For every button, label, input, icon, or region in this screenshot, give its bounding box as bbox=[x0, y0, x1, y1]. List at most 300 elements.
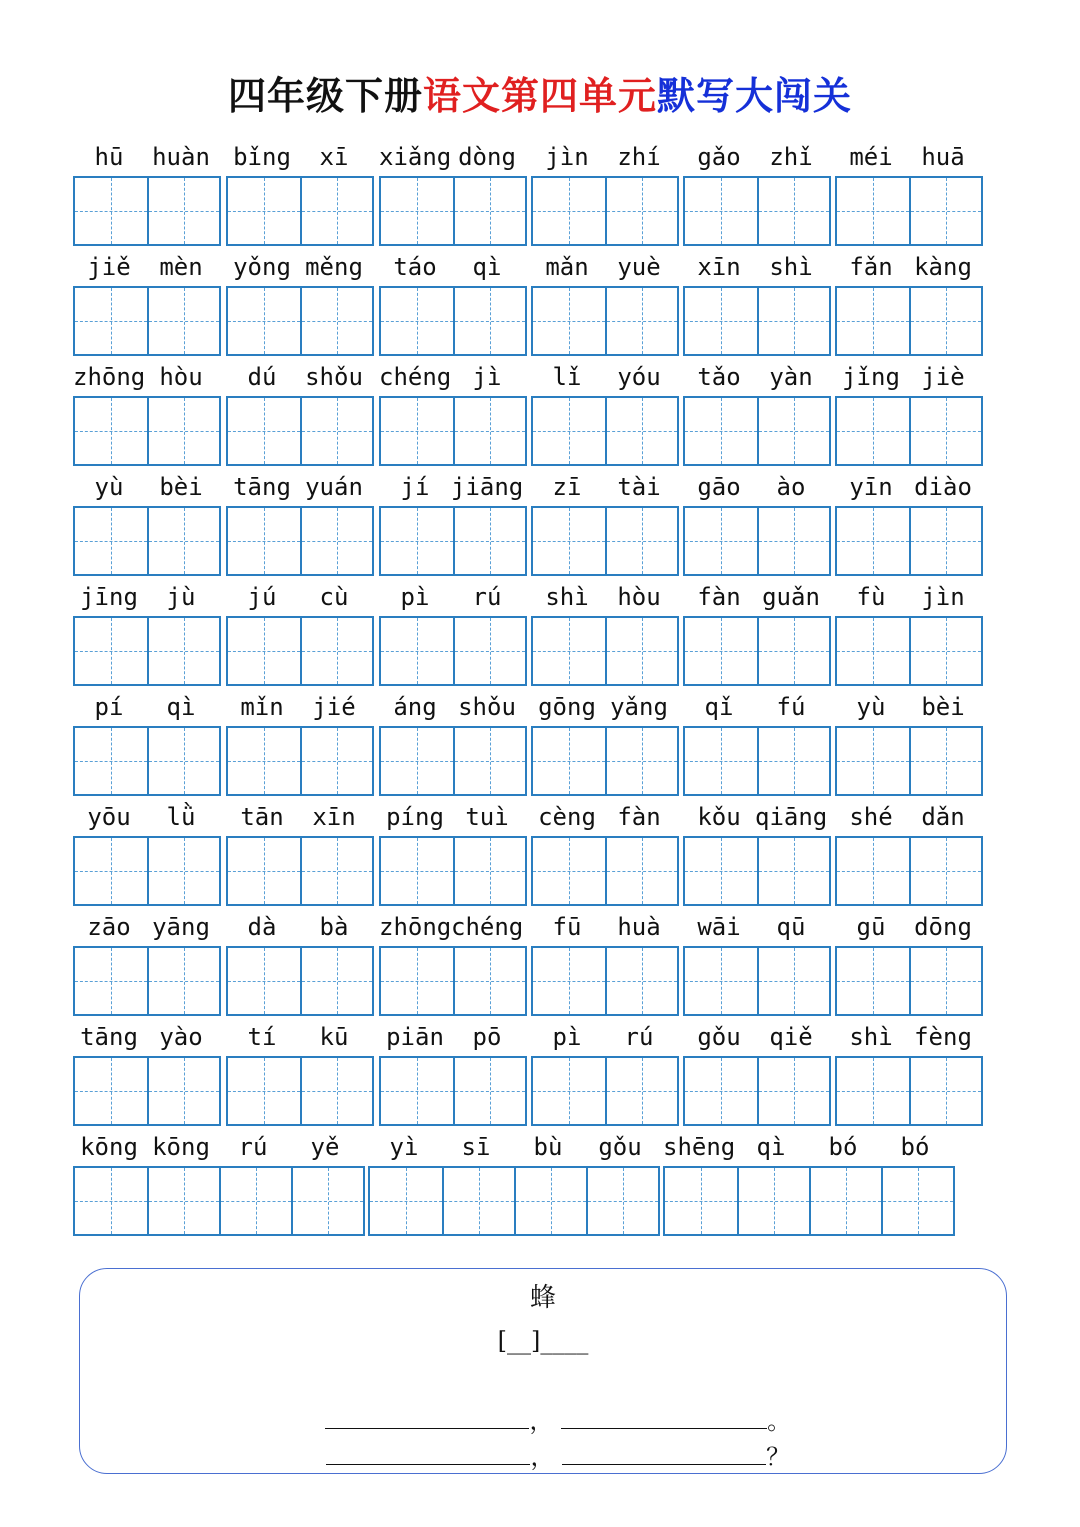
pinyin-label: tāng bbox=[233, 473, 291, 501]
writing-cell[interactable] bbox=[228, 948, 300, 1014]
writing-cell[interactable] bbox=[909, 728, 981, 794]
writing-grid bbox=[73, 1056, 221, 1126]
pinyin-label: mèn bbox=[159, 253, 203, 281]
pinyin-label: jí bbox=[400, 473, 430, 501]
pinyin-label: píng bbox=[386, 803, 444, 831]
pinyin-label: rú bbox=[472, 583, 502, 611]
writing-cell[interactable] bbox=[533, 398, 605, 464]
pinyin-label: tāng bbox=[80, 1023, 138, 1051]
pinyin-label: qì bbox=[166, 693, 196, 721]
writing-grid bbox=[226, 396, 374, 466]
pinyin-label: lǐ bbox=[552, 363, 582, 391]
pinyin-label: gǒu bbox=[697, 1023, 741, 1051]
writing-cell[interactable] bbox=[533, 948, 605, 1014]
writing-grid bbox=[379, 836, 527, 906]
pinyin-label: hòu bbox=[617, 583, 661, 611]
writing-cell[interactable] bbox=[453, 618, 525, 684]
writing-grid bbox=[835, 726, 983, 796]
writing-cell[interactable] bbox=[453, 948, 525, 1014]
writing-cell[interactable] bbox=[605, 508, 677, 574]
writing-cell[interactable] bbox=[685, 838, 757, 904]
writing-cell[interactable] bbox=[665, 1168, 737, 1234]
writing-grid bbox=[683, 286, 831, 356]
pinyin-label: yì bbox=[389, 1133, 419, 1161]
writing-cell[interactable] bbox=[605, 288, 677, 354]
pinyin-label: qiāng bbox=[755, 803, 828, 831]
writing-cell[interactable] bbox=[300, 398, 372, 464]
pinyin-label: ào bbox=[776, 473, 806, 501]
pinyin-label: fù bbox=[856, 583, 886, 611]
writing-grid bbox=[531, 836, 679, 906]
writing-cell[interactable] bbox=[757, 178, 829, 244]
pinyin-label: tān bbox=[240, 803, 284, 831]
writing-grid bbox=[379, 726, 527, 796]
pinyin-label: jìn bbox=[921, 583, 965, 611]
writing-cell[interactable] bbox=[909, 838, 981, 904]
pinyin-label: chéng bbox=[451, 913, 524, 941]
pinyin-label: yù bbox=[94, 473, 124, 501]
pinyin-label: diào bbox=[914, 473, 972, 501]
writing-cell[interactable] bbox=[300, 838, 372, 904]
pinyin-label: tǎo bbox=[697, 363, 741, 391]
writing-grid bbox=[531, 396, 679, 466]
writing-grid bbox=[73, 836, 221, 906]
writing-cell[interactable] bbox=[586, 1168, 658, 1234]
writing-grid bbox=[368, 1166, 660, 1236]
pinyin-label: xī bbox=[319, 143, 349, 171]
pinyin-label: qiě bbox=[769, 1023, 813, 1051]
title-segment-1: 四年级下册 bbox=[227, 73, 423, 118]
writing-grid bbox=[226, 616, 374, 686]
pinyin-label: cèng bbox=[538, 803, 596, 831]
pinyin-label: bó bbox=[900, 1133, 930, 1161]
writing-cell[interactable] bbox=[147, 838, 219, 904]
writing-cell[interactable] bbox=[837, 728, 909, 794]
writing-cell[interactable] bbox=[809, 1168, 881, 1234]
pinyin-label: jì bbox=[472, 363, 502, 391]
writing-cell[interactable] bbox=[533, 618, 605, 684]
writing-cell[interactable] bbox=[147, 1168, 219, 1234]
pinyin-label: xīn bbox=[312, 803, 356, 831]
writing-grid bbox=[835, 176, 983, 246]
pinyin-label: xiǎng bbox=[379, 143, 452, 171]
writing-grid bbox=[226, 946, 374, 1016]
writing-grid bbox=[683, 616, 831, 686]
writing-cell[interactable] bbox=[228, 288, 300, 354]
writing-cell[interactable] bbox=[757, 838, 829, 904]
writing-grid bbox=[531, 946, 679, 1016]
writing-cell[interactable] bbox=[757, 398, 829, 464]
writing-grid bbox=[531, 176, 679, 246]
writing-cell[interactable] bbox=[75, 1168, 147, 1234]
pinyin-label: rú bbox=[624, 1023, 654, 1051]
writing-cell[interactable] bbox=[300, 728, 372, 794]
writing-cell[interactable] bbox=[909, 1058, 981, 1124]
pinyin-label: shēng bbox=[663, 1133, 736, 1161]
pinyin-label: qǐ bbox=[704, 693, 734, 721]
poem-punct: 。 bbox=[767, 1407, 792, 1435]
pinyin-label: pì bbox=[552, 1023, 582, 1051]
writing-grid bbox=[531, 1056, 679, 1126]
poem-line-2 bbox=[80, 1409, 1006, 1505]
poem-punct: ？ bbox=[766, 1443, 791, 1471]
pinyin-label: yuè bbox=[617, 253, 661, 281]
pinyin-label: jiāng bbox=[451, 473, 524, 501]
writing-cell[interactable] bbox=[75, 728, 147, 794]
writing-cell[interactable] bbox=[837, 398, 909, 464]
writing-cell[interactable] bbox=[685, 288, 757, 354]
pinyin-label: fǎn bbox=[849, 253, 893, 281]
writing-cell[interactable] bbox=[909, 948, 981, 1014]
writing-cell[interactable] bbox=[533, 178, 605, 244]
writing-cell[interactable] bbox=[453, 398, 525, 464]
pinyin-label: gōng bbox=[538, 693, 596, 721]
writing-grid bbox=[379, 616, 527, 686]
writing-cell[interactable] bbox=[147, 398, 219, 464]
writing-grid bbox=[683, 176, 831, 246]
writing-grid bbox=[835, 836, 983, 906]
writing-grid bbox=[835, 396, 983, 466]
writing-cell[interactable] bbox=[300, 618, 372, 684]
writing-cell[interactable] bbox=[453, 508, 525, 574]
pinyin-label: shé bbox=[849, 803, 893, 831]
writing-cell[interactable] bbox=[533, 508, 605, 574]
pinyin-label: zī bbox=[552, 473, 582, 501]
writing-grid bbox=[531, 286, 679, 356]
pinyin-label: zhōng bbox=[379, 913, 452, 941]
writing-grid bbox=[379, 286, 527, 356]
writing-cell[interactable] bbox=[75, 838, 147, 904]
writing-cell[interactable] bbox=[300, 948, 372, 1014]
pinyin-label: zhí bbox=[617, 143, 661, 171]
pinyin-label: guǎn bbox=[762, 583, 820, 611]
writing-cell[interactable] bbox=[381, 838, 453, 904]
writing-cell[interactable] bbox=[605, 948, 677, 1014]
pinyin-label: yóu bbox=[617, 363, 661, 391]
writing-cell[interactable] bbox=[837, 288, 909, 354]
pinyin-label: yào bbox=[159, 1023, 203, 1051]
writing-cell[interactable] bbox=[909, 618, 981, 684]
writing-cell[interactable] bbox=[147, 948, 219, 1014]
pinyin-label: hòu bbox=[159, 363, 203, 391]
pinyin-label: dú bbox=[247, 363, 277, 391]
writing-grid bbox=[683, 396, 831, 466]
pinyin-label: yōu bbox=[87, 803, 131, 831]
pinyin-label: jú bbox=[247, 583, 277, 611]
pinyin-label: mǎn bbox=[545, 253, 589, 281]
pinyin-label: jìn bbox=[545, 143, 589, 171]
writing-grid bbox=[835, 286, 983, 356]
poem-punct: ， bbox=[529, 1407, 554, 1435]
writing-cell[interactable] bbox=[75, 948, 147, 1014]
word-row bbox=[0, 470, 1080, 580]
writing-cell[interactable] bbox=[605, 1058, 677, 1124]
pinyin-label: bèi bbox=[921, 693, 965, 721]
poem-blank[interactable] bbox=[562, 1442, 766, 1465]
pinyin-label: kǒu bbox=[697, 803, 741, 831]
writing-cell[interactable] bbox=[147, 508, 219, 574]
writing-cell[interactable] bbox=[370, 1168, 442, 1234]
writing-cell[interactable] bbox=[453, 178, 525, 244]
writing-cell[interactable] bbox=[837, 508, 909, 574]
pinyin-label: dǎn bbox=[921, 803, 965, 831]
writing-cell[interactable] bbox=[381, 178, 453, 244]
writing-cell[interactable] bbox=[837, 838, 909, 904]
writing-cell[interactable] bbox=[442, 1168, 514, 1234]
writing-grid bbox=[835, 506, 983, 576]
pinyin-label: tí bbox=[247, 1023, 277, 1051]
title-segment-2: 语文第四单元 bbox=[422, 73, 657, 118]
pinyin-label: wāi bbox=[697, 913, 741, 941]
writing-cell[interactable] bbox=[147, 178, 219, 244]
pinyin-label: qū bbox=[776, 913, 806, 941]
writing-cell[interactable] bbox=[909, 288, 981, 354]
writing-cell[interactable] bbox=[228, 508, 300, 574]
writing-cell[interactable] bbox=[219, 1168, 291, 1234]
writing-cell[interactable] bbox=[881, 1168, 953, 1234]
writing-cell[interactable] bbox=[453, 728, 525, 794]
pinyin-label: bó bbox=[828, 1133, 858, 1161]
writing-grid bbox=[73, 946, 221, 1016]
pinyin-label: fèng bbox=[914, 1023, 972, 1051]
writing-cell[interactable] bbox=[757, 508, 829, 574]
writing-grid bbox=[379, 506, 527, 576]
pinyin-label: shì bbox=[849, 1023, 893, 1051]
writing-cell[interactable] bbox=[75, 508, 147, 574]
writing-cell[interactable] bbox=[837, 178, 909, 244]
pinyin-label: jǐng bbox=[842, 363, 900, 391]
writing-cell[interactable] bbox=[300, 508, 372, 574]
pinyin-label: zhǐ bbox=[769, 143, 813, 171]
writing-cell[interactable] bbox=[909, 398, 981, 464]
pinyin-label: fàn bbox=[617, 803, 661, 831]
writing-cell[interactable] bbox=[381, 288, 453, 354]
writing-cell[interactable] bbox=[381, 508, 453, 574]
pinyin-label: méi bbox=[849, 143, 893, 171]
writing-cell[interactable] bbox=[228, 1058, 300, 1124]
writing-grid bbox=[73, 176, 221, 246]
writing-cell[interactable] bbox=[533, 1058, 605, 1124]
pinyin-label: lǜ bbox=[166, 803, 196, 831]
pinyin-label: rú bbox=[238, 1133, 268, 1161]
writing-cell[interactable] bbox=[228, 178, 300, 244]
writing-cell[interactable] bbox=[75, 1058, 147, 1124]
pinyin-label: piān bbox=[386, 1023, 444, 1051]
pinyin-label: pō bbox=[472, 1023, 502, 1051]
poem-dictation-box bbox=[79, 1268, 1007, 1474]
pinyin-label: dōng bbox=[914, 913, 972, 941]
writing-grid bbox=[683, 726, 831, 796]
writing-cell[interactable] bbox=[147, 618, 219, 684]
writing-grid bbox=[835, 1056, 983, 1126]
writing-cell[interactable] bbox=[837, 618, 909, 684]
writing-cell[interactable] bbox=[605, 728, 677, 794]
pinyin-label: yǒng bbox=[233, 253, 291, 281]
pinyin-label: fú bbox=[776, 693, 806, 721]
pinyin-label: shì bbox=[545, 583, 589, 611]
writing-cell[interactable] bbox=[381, 948, 453, 1014]
writing-cell[interactable] bbox=[147, 1058, 219, 1124]
writing-grid bbox=[835, 616, 983, 686]
writing-cell[interactable] bbox=[685, 1058, 757, 1124]
writing-cell[interactable] bbox=[605, 398, 677, 464]
pinyin-label: sī bbox=[461, 1133, 491, 1161]
writing-cell[interactable] bbox=[837, 1058, 909, 1124]
pinyin-label: huà bbox=[617, 913, 661, 941]
pinyin-label: xīn bbox=[697, 253, 741, 281]
writing-grid bbox=[226, 286, 374, 356]
writing-cell[interactable] bbox=[228, 728, 300, 794]
writing-grid bbox=[531, 616, 679, 686]
pinyin-label: qì bbox=[472, 253, 502, 281]
pinyin-label: fàn bbox=[697, 583, 741, 611]
pinyin-label: fū bbox=[552, 913, 582, 941]
writing-grid bbox=[73, 396, 221, 466]
writing-cell[interactable] bbox=[381, 618, 453, 684]
writing-cell[interactable] bbox=[533, 838, 605, 904]
poem-title: 蜂 bbox=[529, 1283, 556, 1313]
page-title bbox=[0, 68, 1080, 124]
writing-cell[interactable] bbox=[533, 288, 605, 354]
writing-cell[interactable] bbox=[757, 1058, 829, 1124]
writing-grid bbox=[683, 836, 831, 906]
writing-grid bbox=[73, 616, 221, 686]
writing-grid bbox=[683, 506, 831, 576]
pinyin-label: bǐng bbox=[233, 143, 291, 171]
pinyin-label: gū bbox=[856, 913, 886, 941]
word-row bbox=[0, 140, 1080, 250]
writing-cell[interactable] bbox=[757, 618, 829, 684]
writing-cell[interactable] bbox=[685, 398, 757, 464]
writing-cell[interactable] bbox=[75, 398, 147, 464]
pinyin-label: cù bbox=[319, 583, 349, 611]
writing-cell[interactable] bbox=[605, 838, 677, 904]
pinyin-label: pì bbox=[400, 583, 430, 611]
pinyin-label: yù bbox=[856, 693, 886, 721]
poem-author-line: [__]____ bbox=[497, 1327, 589, 1355]
pinyin-label: kū bbox=[319, 1023, 349, 1051]
writing-cell[interactable] bbox=[757, 288, 829, 354]
writing-cell[interactable] bbox=[533, 728, 605, 794]
writing-cell[interactable] bbox=[228, 398, 300, 464]
writing-cell[interactable] bbox=[514, 1168, 586, 1234]
writing-cell[interactable] bbox=[453, 288, 525, 354]
writing-cell[interactable] bbox=[147, 728, 219, 794]
writing-grid bbox=[226, 726, 374, 796]
pinyin-label: yīn bbox=[849, 473, 893, 501]
writing-cell[interactable] bbox=[837, 948, 909, 1014]
pinyin-label: mǐn bbox=[240, 693, 284, 721]
pinyin-label: shǒu bbox=[458, 693, 516, 721]
writing-cell[interactable] bbox=[453, 1058, 525, 1124]
word-row bbox=[0, 690, 1080, 800]
writing-grid bbox=[73, 726, 221, 796]
title-segment-3: 默写大闯关 bbox=[657, 73, 853, 118]
writing-grid bbox=[73, 506, 221, 576]
pinyin-label: gǎo bbox=[697, 143, 741, 171]
pinyin-label: kàng bbox=[914, 253, 972, 281]
writing-cell[interactable] bbox=[147, 288, 219, 354]
pinyin-label: yàn bbox=[769, 363, 813, 391]
pinyin-label: zāo bbox=[87, 913, 131, 941]
writing-cell[interactable] bbox=[381, 1058, 453, 1124]
writing-cell[interactable] bbox=[291, 1168, 363, 1234]
writing-cell[interactable] bbox=[757, 728, 829, 794]
pinyin-label: táo bbox=[393, 253, 437, 281]
writing-grid bbox=[226, 1056, 374, 1126]
pinyin-label: huàn bbox=[152, 143, 210, 171]
writing-cell[interactable] bbox=[381, 728, 453, 794]
word-row bbox=[0, 1020, 1080, 1130]
pinyin-label: hū bbox=[94, 143, 124, 171]
writing-cell[interactable] bbox=[685, 178, 757, 244]
word-row bbox=[0, 580, 1080, 690]
writing-cell[interactable] bbox=[300, 1058, 372, 1124]
writing-cell[interactable] bbox=[228, 618, 300, 684]
writing-grid bbox=[73, 286, 221, 356]
pinyin-label: jiè bbox=[921, 363, 965, 391]
word-row bbox=[0, 910, 1080, 1020]
writing-grid bbox=[73, 1166, 365, 1236]
pinyin-label: shǒu bbox=[305, 363, 363, 391]
writing-cell[interactable] bbox=[300, 178, 372, 244]
poem-blank[interactable] bbox=[326, 1442, 530, 1465]
writing-cell[interactable] bbox=[75, 288, 147, 354]
pinyin-label: kōng bbox=[152, 1133, 210, 1161]
writing-grid bbox=[226, 836, 374, 906]
writing-grid bbox=[683, 1056, 831, 1126]
writing-cell[interactable] bbox=[75, 178, 147, 244]
writing-cell[interactable] bbox=[605, 178, 677, 244]
writing-cell[interactable] bbox=[685, 728, 757, 794]
writing-cell[interactable] bbox=[685, 508, 757, 574]
writing-grid bbox=[683, 946, 831, 1016]
writing-cell[interactable] bbox=[685, 948, 757, 1014]
writing-cell[interactable] bbox=[228, 838, 300, 904]
writing-grid bbox=[531, 506, 679, 576]
writing-grid bbox=[226, 176, 374, 246]
pinyin-label: yāng bbox=[152, 913, 210, 941]
writing-cell[interactable] bbox=[737, 1168, 809, 1234]
pinyin-label: bà bbox=[319, 913, 349, 941]
writing-cell[interactable] bbox=[605, 618, 677, 684]
pinyin-label: tài bbox=[617, 473, 661, 501]
writing-grid bbox=[835, 946, 983, 1016]
writing-grid bbox=[379, 1056, 527, 1126]
writing-cell[interactable] bbox=[909, 178, 981, 244]
writing-cell[interactable] bbox=[381, 398, 453, 464]
writing-cell[interactable] bbox=[757, 948, 829, 1014]
writing-cell[interactable] bbox=[75, 618, 147, 684]
pinyin-label: yǎng bbox=[610, 693, 668, 721]
writing-cell[interactable] bbox=[453, 838, 525, 904]
pinyin-label: gǒu bbox=[598, 1133, 642, 1161]
writing-grid bbox=[379, 396, 527, 466]
writing-grid bbox=[379, 946, 527, 1016]
word-row bbox=[0, 800, 1080, 910]
pinyin-label: kōng bbox=[80, 1133, 138, 1161]
pinyin-label: yuán bbox=[305, 473, 363, 501]
writing-cell[interactable] bbox=[300, 288, 372, 354]
pinyin-label: áng bbox=[393, 693, 437, 721]
pinyin-label: huā bbox=[921, 143, 965, 171]
word-row bbox=[0, 360, 1080, 470]
pinyin-label: měng bbox=[305, 253, 363, 281]
pinyin-label: pí bbox=[94, 693, 124, 721]
writing-cell[interactable] bbox=[685, 618, 757, 684]
writing-cell[interactable] bbox=[909, 508, 981, 574]
pinyin-label: zhōng bbox=[73, 363, 146, 391]
